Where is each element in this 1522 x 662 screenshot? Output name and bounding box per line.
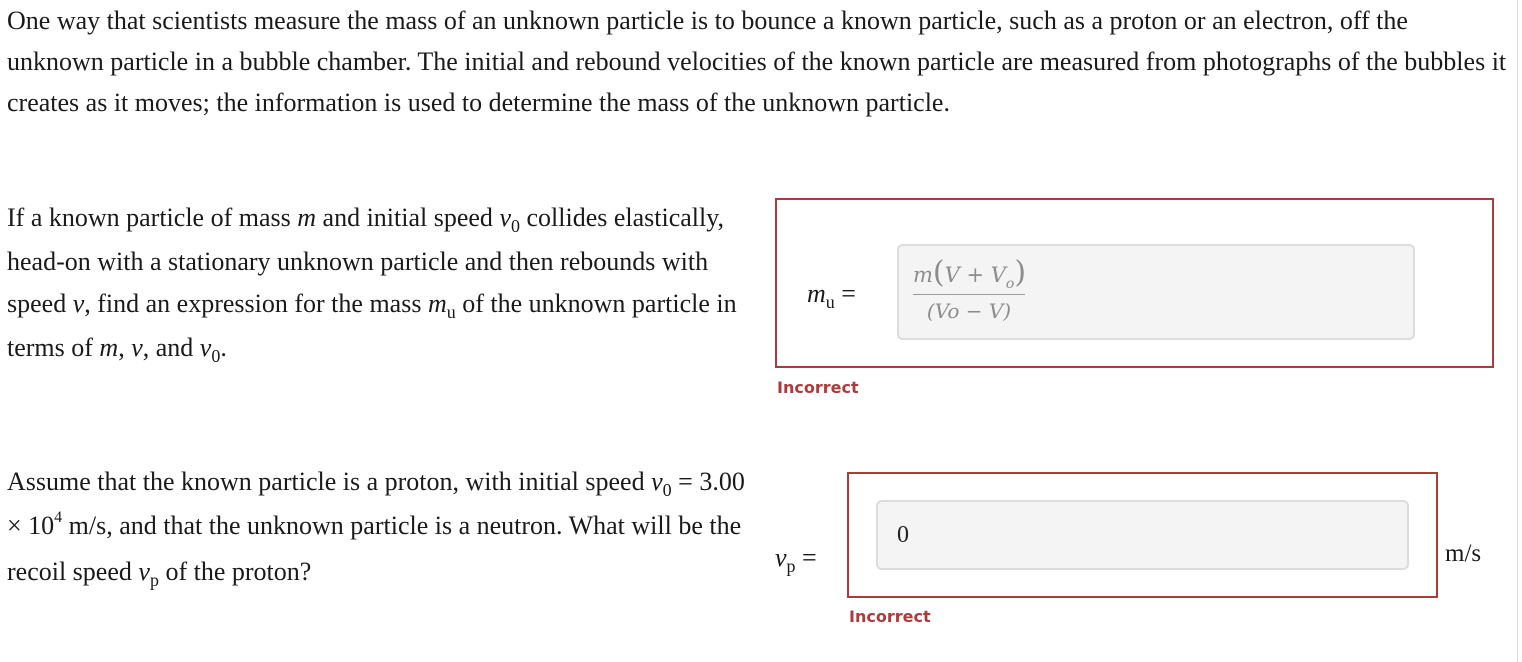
- answer-1-variable-label: $m_u$ =: [807, 279, 856, 312]
- answer-2-unit: m/s: [1445, 540, 1482, 567]
- answer-1-fraction: [913, 254, 1025, 323]
- answer-1-numerator: $m(V + V_o)$: [913, 255, 1027, 292]
- answer-2-variable-label: $v_p$ =: [775, 543, 817, 576]
- answer-1-denominator: (Vo − V): [926, 299, 1012, 323]
- answer-1-status: Incorrect: [777, 378, 859, 397]
- right-scroll-divider: [1517, 0, 1518, 662]
- question-1-text: If a known particle of mass m and initial speed $v_0$ collides elastically, head-on with a stationary unknown particle and then rebounds with speed v, find an expression for the mass $m_u$ of the unknown particle in terms of m, v, and $v_0$.: [7, 203, 737, 366]
- answer-2-status: Incorrect: [849, 607, 931, 626]
- answer-2-input[interactable]: [876, 500, 1409, 570]
- fraction-bar: [913, 294, 1025, 295]
- question-2-text: Assume that the known particle is a proton, with initial speed $v_0 = 3.00 \times 10^4$ m/s, and that the unknown particle is a neutron. What will be the recoil speed $v_p$ of the proton?: [7, 467, 745, 590]
- intro-paragraph: One way that scientists measure the mass of an unknown particle is to bounce a known particle, such as a proton or an electron, off the unknown particle in a bubble chamber. The initial and rebound velocities of the known particle are measured from photographs of the bubbles it creates as it moves; the information is used to determine the mass of the unknown particle.: [7, 6, 1507, 117]
- answer-1-math-input[interactable]: [897, 244, 1415, 340]
- answer-2-value: 0: [897, 522, 909, 548]
